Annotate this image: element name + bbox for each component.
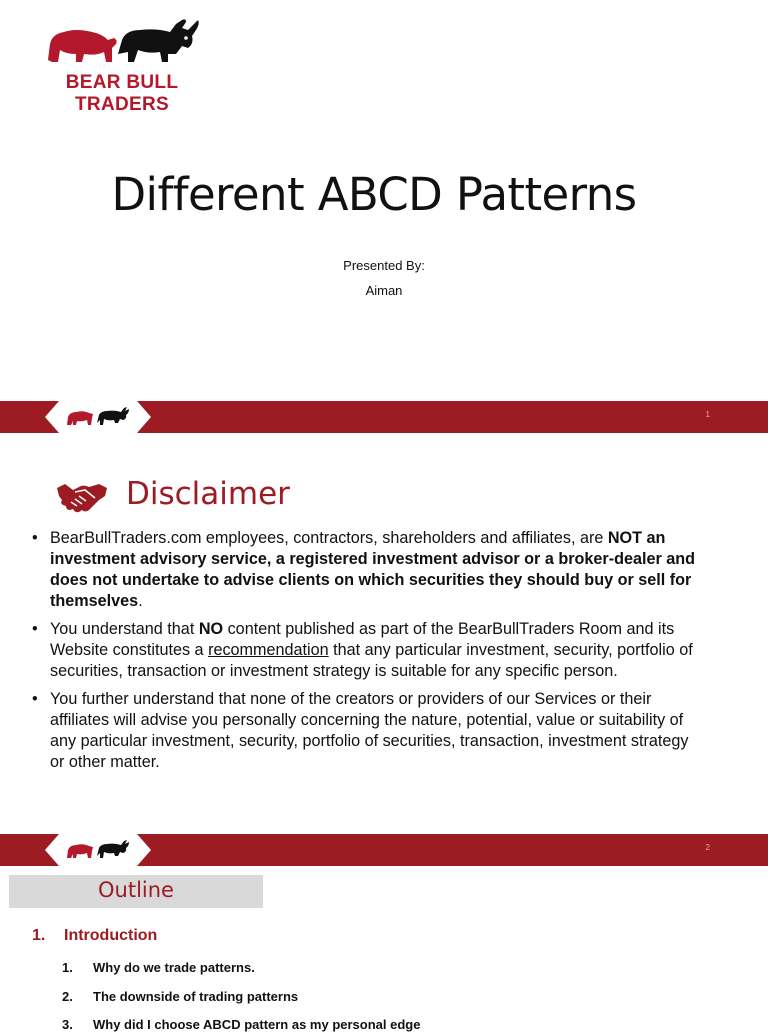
- bullet-text: .: [138, 592, 143, 610]
- slide-header-bar: [0, 401, 768, 433]
- disclaimer-bullet: • You understand that NO content published as part of the BearBullTraders Room and its Website constitutes a recommendation that any particular investment, security, portfolio of securities, transaction or investment strategy is suitable for any specific person.: [32, 620, 693, 680]
- bullet-text: You further understand that none of the creators or providers of our Services or their affiliates will advise you personally concerning the nature, potential, value or suitability of any particular investment, security, portfolio of securities, transaction, investment strategy or other matter.: [50, 690, 689, 771]
- outline-item-number: 1.: [32, 927, 46, 944]
- outline-title: Outline: [98, 878, 174, 902]
- recommendation-underlined: recommendation: [208, 641, 329, 659]
- outline-subitem: [62, 1017, 420, 1032]
- disclaimer-bullet: • BearBullTraders.com employees, contractors, shareholders and affiliates, are NOT an investment advisory service, a registered investment advisor or a broker-dealer and does not undertake to advise clients on which securities they should buy or sell for themselves.: [32, 529, 696, 610]
- slide-number: 2: [705, 843, 710, 852]
- outline-subitem: [62, 960, 255, 975]
- bullet-bold-text: NO: [198, 620, 224, 638]
- bar-logo-badge: [45, 401, 151, 433]
- slide-number: 1: [705, 410, 710, 419]
- outline-subitem-number: 1.: [62, 960, 73, 975]
- presented-by-label: Presented By:: [343, 258, 425, 273]
- outline-title-box: [9, 875, 263, 908]
- bullet-text: You understand that: [50, 620, 199, 638]
- outline-subitem-label: The downside of trading patterns: [93, 989, 299, 1004]
- bullet-text: content published as part of the BearBullTraders Room and its Website constitutes a: [50, 620, 675, 659]
- slide-header-bar: [0, 834, 768, 866]
- bullet-text: BearBullTraders.com employees, contractors, shareholders and affiliates, are: [50, 529, 608, 547]
- bear-bull-icon: [65, 405, 131, 429]
- handshake-icon: [55, 480, 109, 519]
- outline-item-introduction: [32, 927, 157, 945]
- logo-wordmark: BEAR BULL TRADERS: [65, 72, 179, 115]
- presenter-name: Aiman: [365, 283, 403, 298]
- outline-subitem-number: 2.: [62, 989, 73, 1004]
- outline-subitem: [62, 989, 298, 1004]
- bear-bull-icon: [65, 838, 131, 862]
- outline-subitem-number: 3.: [62, 1017, 73, 1032]
- outline-subitem-label: Why did I choose ABCD pattern as my personal edge: [93, 1017, 421, 1032]
- bear-bull-traders-logo: [36, 14, 208, 115]
- disclaimer-list: [30, 528, 700, 780]
- presentation-title: Different ABCD Patterns: [111, 168, 637, 221]
- outline-subitem-label: Why do we trade patterns.: [93, 960, 255, 975]
- disclaimer-title: Disclaimer: [126, 476, 290, 512]
- bar-logo-badge: [45, 834, 151, 866]
- outline-item-label: Introduction: [64, 927, 158, 944]
- bullet-text: that any particular investment, security, portfolio of securities, transaction or investment strategy is suitable for any specific person.: [50, 641, 693, 680]
- bullet-bold-text: NOT an investment advisory service, a registered investment advisor or a broker-dealer and does not undertake to advise clients on which securities they should buy or sell for themselves: [50, 529, 696, 610]
- bear-bull-icon: [36, 14, 208, 74]
- disclaimer-bullet: • You further understand that none of the creators or providers of our Services or their affiliates will advise you personally concerning the nature, potential, value or suitability of any particular investment, security, portfolio of securities, transaction, investment strategy or other matter.: [32, 690, 689, 771]
